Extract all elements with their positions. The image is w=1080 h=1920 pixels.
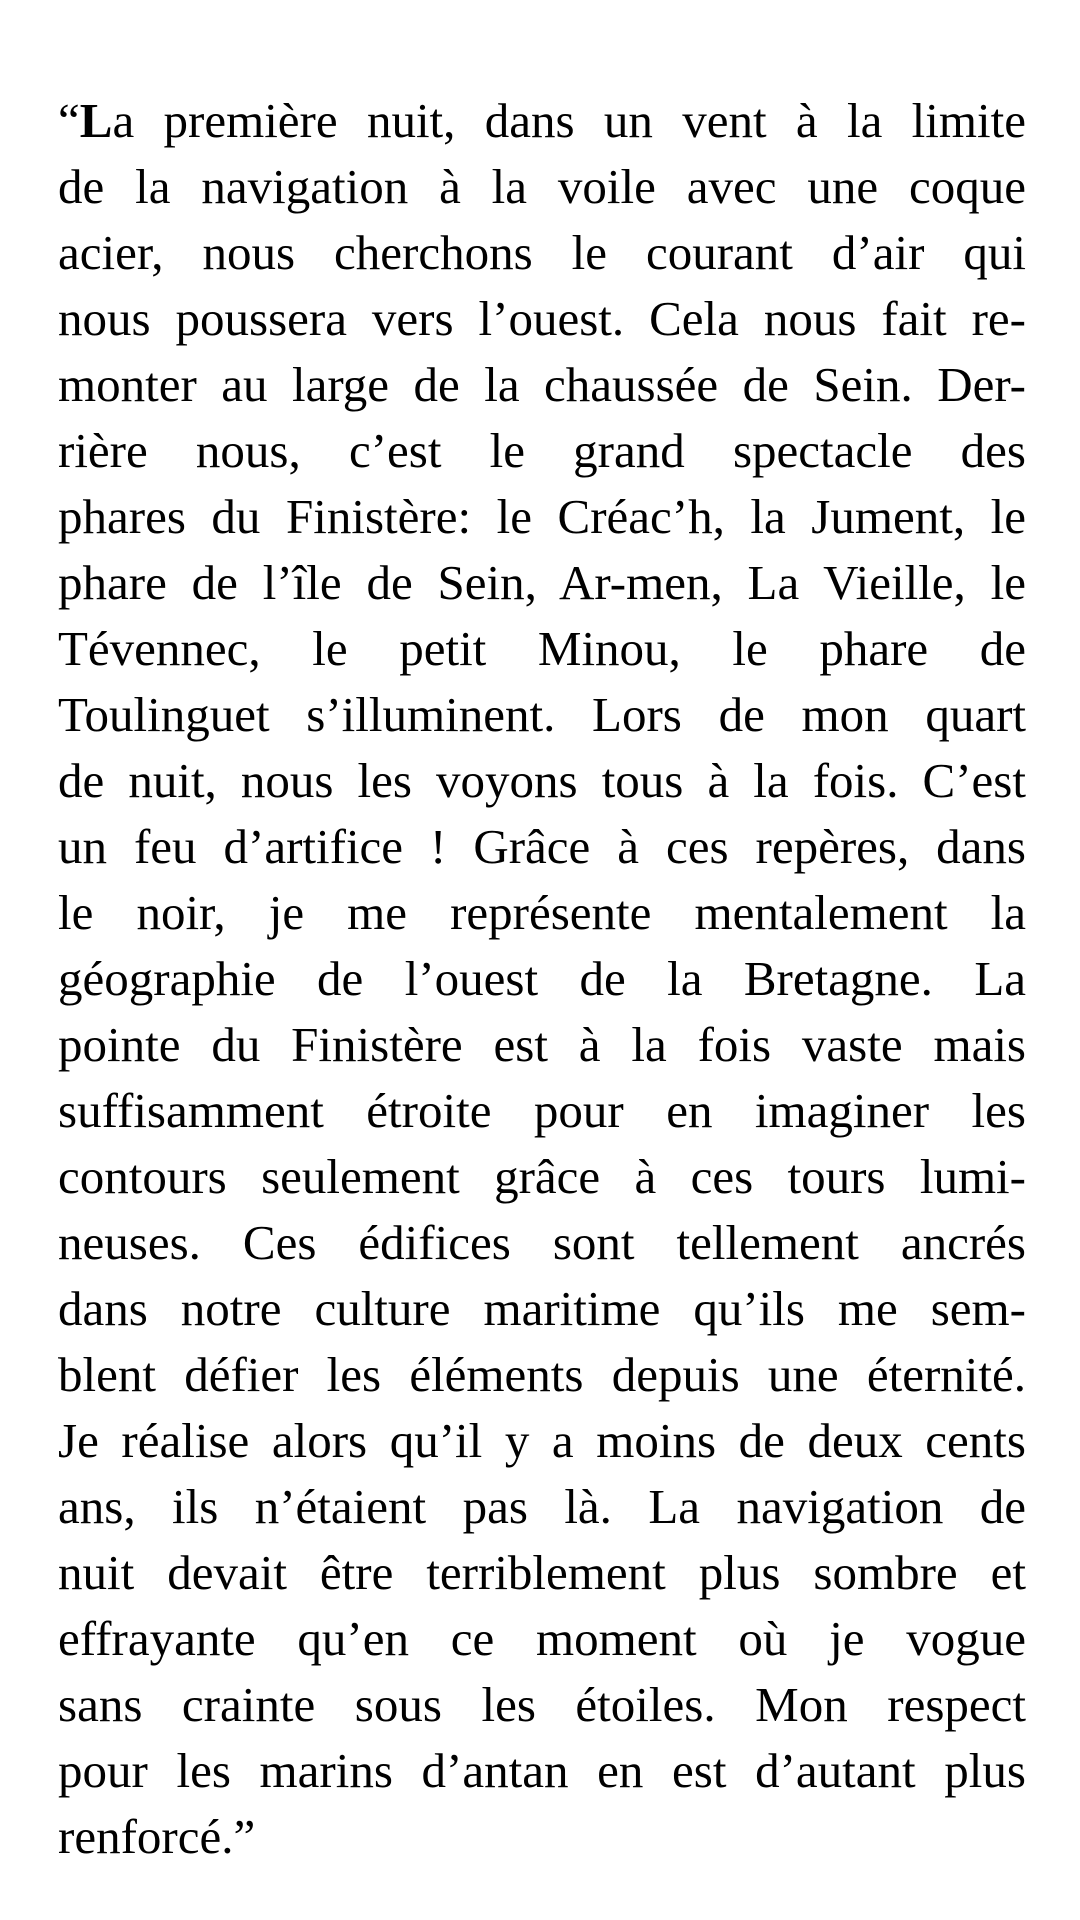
text-line: Tévennec, le petit Minou, le phare de: [58, 621, 1026, 676]
quote-paragraph: [58, 88, 1026, 1870]
opening-quote-mark: “: [58, 93, 80, 148]
drop-letter: L: [79, 93, 113, 148]
text-line: nous poussera vers l’ouest. Cela nous fait re-: [58, 291, 1026, 346]
text-line: un feu d’artifice ! Grâce à ces repères, dans: [58, 819, 1026, 874]
line-text: a première nuit, dans un vent à la limite: [112, 93, 1026, 148]
text-line: pointe du Finistère est à la fois vaste mais: [58, 1017, 1026, 1072]
text-line: le noir, je me représente mentalement la: [58, 885, 1026, 940]
text-line: ans, ils n’étaient pas là. La navigation de: [58, 1479, 1026, 1534]
text-line: neuses. Ces édifices sont tellement ancrés: [58, 1215, 1026, 1270]
text-line: Toulinguet s’illuminent. Lors de mon quart: [58, 687, 1026, 742]
text-line: nuit devait être terriblement plus sombre et: [58, 1545, 1026, 1600]
text-line: sans crainte sous les étoiles. Mon respect: [58, 1677, 1026, 1732]
text-line: monter au large de la chaussée de Sein. Der-: [58, 357, 1026, 412]
text-line: rière nous, c’est le grand spectacle des: [58, 423, 1026, 478]
text-line: effrayante qu’en ce moment où je vogue: [58, 1611, 1026, 1666]
text-line: renforcé.”: [58, 1809, 256, 1864]
text-line: acier, nous cherchons le courant d’air qui: [58, 225, 1026, 280]
text-line: Je réalise alors qu’il y a moins de deux cents: [58, 1413, 1026, 1468]
text-line: phare de l’île de Sein, Ar-men, La Vieille, le: [58, 555, 1026, 610]
text-line: suffisamment étroite pour en imaginer les: [58, 1083, 1026, 1138]
text-line: [58, 88, 1026, 154]
text-line: géographie de l’ouest de la Bretagne. La: [58, 951, 1026, 1006]
text-line: blent défier les éléments depuis une éternité.: [58, 1347, 1026, 1402]
text-line: phares du Finistère: le Créac’h, la Jument, le: [58, 489, 1026, 544]
text-line: de nuit, nous les voyons tous à la fois. C’est: [58, 753, 1026, 808]
text-line: de la navigation à la voile avec une coque: [58, 159, 1026, 214]
text-line: contours seulement grâce à ces tours lumi-: [58, 1149, 1026, 1204]
text-line: dans notre culture maritime qu’ils me sem-: [58, 1281, 1026, 1336]
text-line: pour les marins d’antan en est d’autant plus: [58, 1743, 1026, 1798]
